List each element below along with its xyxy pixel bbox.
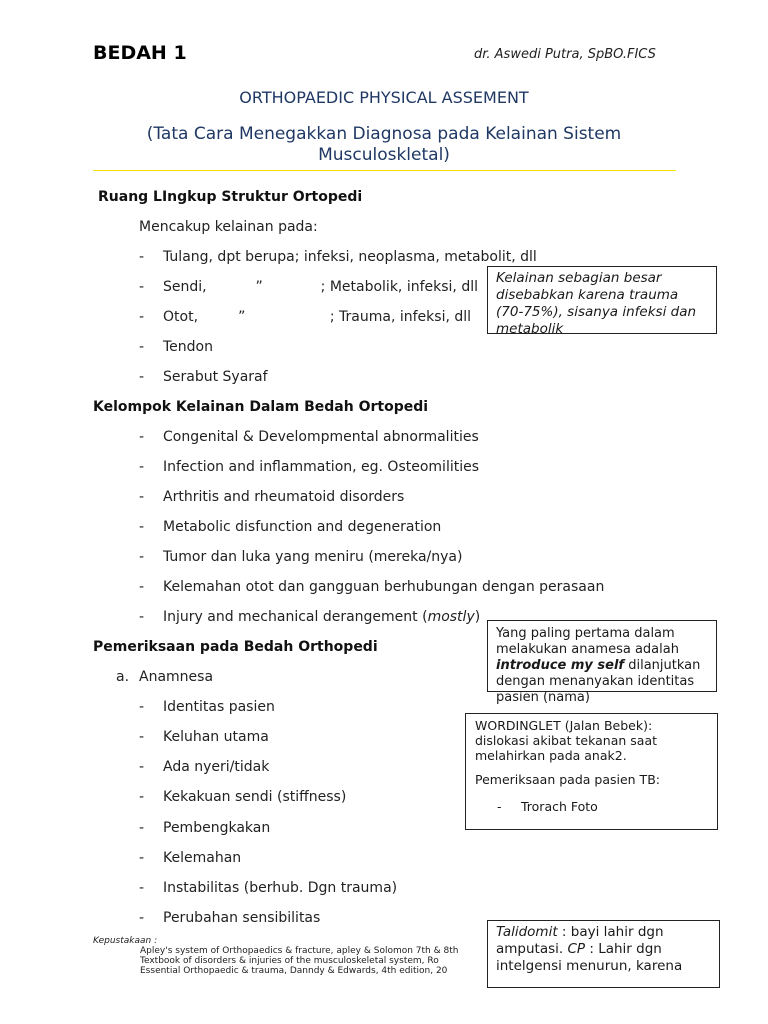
comment-line: dislokasi akibat tekanan saat (475, 733, 658, 748)
comment-line: introduce my self dilanjutkan (496, 658, 701, 673)
references (93, 936, 458, 976)
section-heading-pemeriksaan: Pemeriksaan pada Bedah Orthopedi (93, 639, 378, 655)
section-heading-kelompok-kelainan: Kelompok Kelainan Dalam Bedah Ortopedi (93, 399, 429, 415)
comment-line: melahirkan pada anak2. (475, 748, 627, 763)
comment-line: dengan menanyakan identitas (496, 674, 695, 689)
section-heading-ruang-lingkup: Ruang LIngkup Struktur Ortopedi (98, 189, 363, 205)
comment-text: Kelainan sebagian besar disebabkan karena trauma (70-75%), sisanya infeksi dan metabolik (496, 270, 697, 337)
comment-line: melakukan anamesa adalah (496, 642, 679, 657)
comment-box-talidomit (487, 920, 720, 988)
sub-list-marker: a. (116, 669, 130, 685)
title-divider (93, 170, 676, 171)
author-name: dr. Aswedi Putra, SpBO.FICS (474, 47, 656, 62)
page-title: ORTHOPAEDIC PHYSICAL ASSEMENT (239, 88, 529, 107)
document-title-left: BEDAH 1 (93, 42, 187, 64)
comment-line: WORDINGLET (Jalan Bebek): (475, 718, 653, 733)
reference-item: Essential Orthopaedic & trauma, Danndy & Edwards, 4th edition, 20 (140, 966, 448, 976)
sub-list-label: Anamnesa (139, 669, 214, 685)
comment-box-trauma (487, 266, 717, 337)
section-intro: Mencakup kelainan pada: (139, 219, 318, 235)
comment-box-anamnesa (487, 620, 717, 705)
reference-item: Textbook of disorders & injuries of the musculoskeletal system, Ro (140, 956, 439, 966)
references-label: Kepustakaan : (93, 936, 158, 946)
subtitle-line-2: Musculoskletal) (318, 145, 450, 165)
comment-line: amputasi. CP : Lahir dgn (496, 941, 662, 957)
comment-line: Talidomit : bayi lahir dgn (496, 924, 664, 940)
comment-box-wordinglet (465, 713, 718, 830)
comment-line: Pemeriksaan pada pasien TB: (475, 772, 660, 787)
page-subtitle (0, 124, 768, 166)
comment-line: pasien (nama) (496, 690, 590, 705)
comment-line: Yang paling pertama dalam (496, 626, 675, 641)
subtitle-line-1: (Tata Cara Menegakkan Diagnosa pada Kelainan Sistem (146, 124, 622, 144)
comment-list-item: - Trorach Foto (497, 799, 598, 814)
comment-line: intelgensi menurun, karena (496, 958, 683, 974)
reference-item: Apley's system of Orthopaedics & fracture, apley & Solomon 7th & 8th (140, 946, 459, 956)
